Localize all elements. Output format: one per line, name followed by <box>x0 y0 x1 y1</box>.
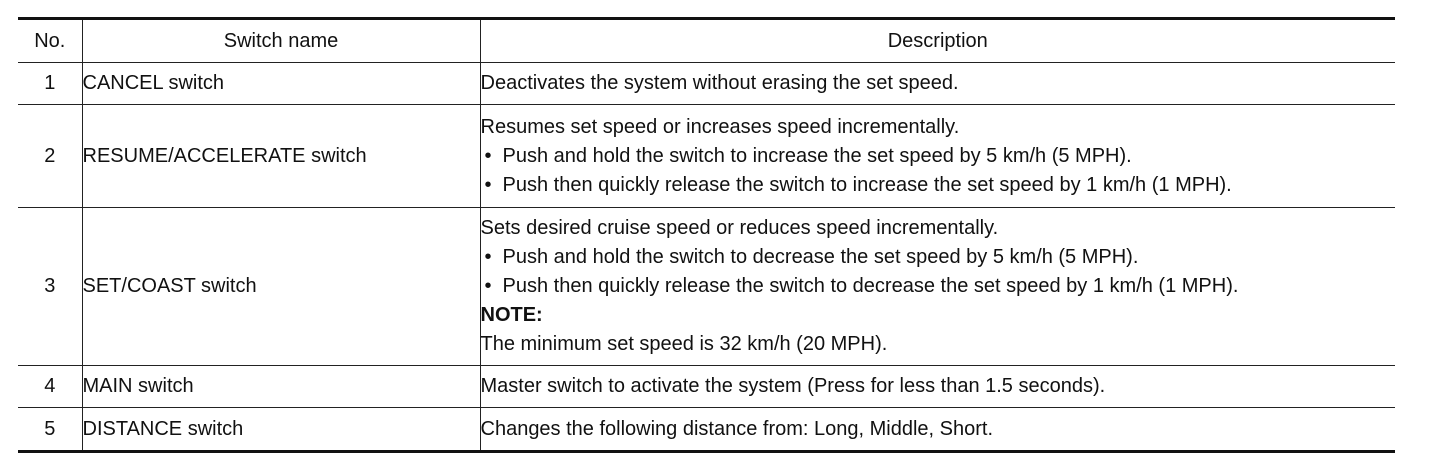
row-number: 3 <box>18 208 82 366</box>
table-row <box>18 408 1395 452</box>
bullet-item <box>481 142 1396 171</box>
row-number: 2 <box>18 105 82 208</box>
row-number: 5 <box>18 408 82 452</box>
table-row <box>18 105 1395 208</box>
bullet-item <box>481 272 1396 301</box>
note-text: The minimum set speed is 32 km/h (20 MPH). <box>480 333 888 355</box>
bullet-icon: • <box>484 275 492 297</box>
description-text: Deactivates the system without erasing the set speed. <box>480 72 959 94</box>
row-number: 1 <box>18 63 82 105</box>
header-no: No. <box>18 19 82 63</box>
bullet-item <box>481 171 1396 200</box>
table-row <box>18 366 1395 408</box>
description-cell <box>480 63 1395 105</box>
table-row <box>18 208 1395 366</box>
description-text: Changes the following distance from: Long, Middle, Short. <box>480 417 994 440</box>
bullet-item <box>481 243 1396 272</box>
switch-name: SET/COAST switch <box>82 208 480 366</box>
description-cell <box>480 408 1395 452</box>
bullet-text: Push then quickly release the switch to decrease the set speed by 1 km/h (1 MPH). <box>502 275 1239 297</box>
description-text: Master switch to activate the system (Press for less than 1.5 seconds). <box>480 375 1106 397</box>
description-cell <box>480 208 1395 366</box>
description-text: Sets desired cruise speed or reduces speed incrementally. <box>480 217 999 239</box>
bullet-text: Push and hold the switch to increase the set speed by 5 km/h (5 MPH). <box>502 144 1132 167</box>
switch-name: RESUME/ACCELERATE switch <box>82 105 480 208</box>
table-header-row <box>18 19 1395 63</box>
bullet-text: Push then quickly release the switch to increase the set speed by 1 km/h (1 MPH). <box>502 173 1232 196</box>
switch-name: DISTANCE switch <box>82 408 480 452</box>
description-cell <box>480 366 1395 408</box>
description-text: Resumes set speed or increases speed incrementally. <box>480 115 960 138</box>
header-switch-name: Switch name <box>82 19 480 63</box>
note-label: NOTE: <box>480 304 543 326</box>
switch-name: MAIN switch <box>82 366 480 408</box>
switch-name: CANCEL switch <box>82 63 480 105</box>
bullet-icon: • <box>484 173 492 196</box>
description-cell <box>480 105 1395 208</box>
bullet-text: Push and hold the switch to decrease the set speed by 5 km/h (5 MPH). <box>502 246 1139 268</box>
header-description: Description <box>480 19 1395 63</box>
bullet-icon: • <box>484 144 492 167</box>
bullet-icon: • <box>484 246 492 268</box>
row-number: 4 <box>18 366 82 408</box>
table-row <box>18 63 1395 105</box>
switch-description-table <box>18 17 1395 453</box>
